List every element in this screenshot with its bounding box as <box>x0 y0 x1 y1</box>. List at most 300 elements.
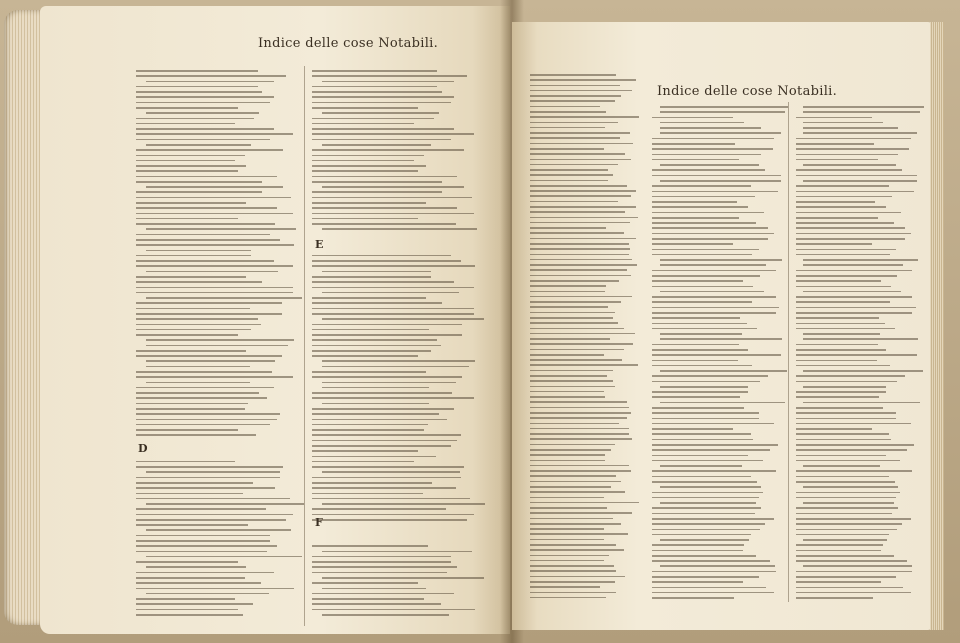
index-text-line <box>652 518 774 520</box>
index-text-line <box>530 169 608 171</box>
index-text-line <box>136 197 291 199</box>
index-text-line <box>796 143 874 145</box>
index-text-line <box>796 470 912 472</box>
index-text-line <box>652 391 748 393</box>
index-text-line <box>312 86 437 88</box>
index-text-line <box>652 597 734 599</box>
index-text-line <box>796 196 892 198</box>
index-text-line <box>530 512 632 514</box>
index-text-line <box>312 603 441 605</box>
index-text-line <box>312 519 467 521</box>
index-text-line <box>312 102 451 104</box>
index-text-line <box>530 322 618 324</box>
left-page-block-edge <box>4 10 44 625</box>
index-text-line <box>136 318 258 320</box>
index-text-line <box>312 91 442 93</box>
index-text-line <box>530 428 629 430</box>
index-text-line <box>796 544 883 546</box>
index-text-line <box>652 212 764 214</box>
index-text-line <box>652 169 765 171</box>
index-text-line <box>796 518 911 520</box>
index-text-line <box>796 222 894 224</box>
index-text-line <box>530 401 627 403</box>
index-text-line <box>136 577 245 579</box>
right-column-divider <box>788 102 789 602</box>
index-text-line <box>146 297 303 299</box>
index-text-line <box>146 228 296 230</box>
index-text-line <box>322 588 426 590</box>
index-text-line <box>136 588 294 590</box>
index-text-line <box>660 259 782 261</box>
index-text-line <box>322 186 464 188</box>
index-text-line <box>136 281 262 283</box>
index-text-line <box>136 133 293 135</box>
index-text-line <box>136 202 246 204</box>
index-text-line <box>136 572 274 574</box>
index-text-line <box>530 159 631 161</box>
index-text-line <box>312 419 447 421</box>
index-text-line <box>322 503 485 505</box>
index-text-line <box>652 280 743 282</box>
index-text-line <box>312 128 454 130</box>
index-text-line <box>136 540 270 542</box>
left-page <box>40 6 510 634</box>
index-text-line <box>312 461 414 463</box>
index-text-line <box>312 345 441 347</box>
index-text-line <box>796 296 912 298</box>
index-text-line <box>530 95 621 97</box>
index-text-line <box>530 565 614 567</box>
index-text-line <box>796 307 916 309</box>
index-text-line <box>796 396 879 398</box>
index-text-line <box>530 185 627 187</box>
index-text-line <box>660 465 742 467</box>
index-text-line <box>660 111 785 113</box>
index-text-line <box>146 382 250 384</box>
index-text-line <box>530 153 625 155</box>
index-text-line <box>530 386 615 388</box>
index-text-line <box>312 466 464 468</box>
index-text-line <box>136 302 282 304</box>
index-text-line <box>146 593 269 595</box>
index-text-line <box>136 424 270 426</box>
index-text-line <box>530 502 639 504</box>
index-text-line <box>530 533 628 535</box>
index-text-line <box>660 402 785 404</box>
index-text-line <box>652 433 751 435</box>
index-text-line <box>312 609 475 611</box>
index-text-line <box>530 380 613 382</box>
index-text-line <box>796 587 903 589</box>
index-text-line <box>652 381 760 383</box>
index-text-line <box>652 301 752 303</box>
index-text-line <box>652 587 766 589</box>
index-text-line <box>796 476 889 478</box>
index-text-line <box>530 354 604 356</box>
index-text-line <box>652 201 737 203</box>
left-page-heading: Indice delle cose Notabili. <box>258 36 439 51</box>
index-text-line <box>530 248 630 250</box>
index-text-line <box>796 449 907 451</box>
index-text-line <box>322 471 461 473</box>
index-text-line <box>136 519 286 521</box>
index-text-line <box>796 286 891 288</box>
index-text-line <box>796 412 896 414</box>
index-text-line <box>322 366 469 368</box>
index-text-line <box>146 186 284 188</box>
index-text-line <box>796 254 890 256</box>
index-text-line <box>530 143 633 145</box>
index-text-line <box>312 424 428 426</box>
index-text-line <box>136 350 246 352</box>
index-text-line <box>652 159 739 161</box>
index-text-line <box>136 165 246 167</box>
index-text-line <box>136 75 286 77</box>
index-text-line <box>136 535 270 537</box>
index-text-line <box>803 565 912 567</box>
index-text-line <box>530 79 636 81</box>
index-text-line <box>660 486 761 488</box>
index-text-line <box>796 354 917 356</box>
index-text-line <box>530 85 620 87</box>
index-text-line <box>136 419 277 421</box>
index-text-line <box>530 328 624 330</box>
index-text-line <box>136 91 262 93</box>
index-text-line <box>660 264 767 266</box>
index-text-line <box>312 107 418 109</box>
index-text-line <box>652 444 778 446</box>
index-text-line <box>530 338 610 340</box>
index-text-line <box>803 132 916 134</box>
index-text-line <box>136 582 261 584</box>
section-letter-f: F <box>315 516 323 529</box>
index-text-line <box>312 482 432 484</box>
index-text-line <box>796 597 873 599</box>
index-text-line <box>652 307 779 309</box>
index-text-line <box>796 249 896 251</box>
index-text-line <box>652 481 757 483</box>
index-text-line <box>652 449 770 451</box>
index-text-line <box>530 581 615 583</box>
index-text-line <box>530 174 613 176</box>
index-text-line <box>530 438 632 440</box>
index-text-line <box>146 360 276 362</box>
index-text-line <box>660 122 745 124</box>
index-text-line <box>530 555 609 557</box>
index-text-line <box>312 281 454 283</box>
index-text-line <box>136 313 282 315</box>
index-text-line <box>530 291 605 293</box>
index-text-line <box>530 444 615 446</box>
index-text-line <box>652 328 757 330</box>
index-text-line <box>136 514 293 516</box>
index-text-line <box>312 434 461 436</box>
index-text-line <box>136 181 262 183</box>
index-text-line <box>530 280 619 282</box>
index-text-line <box>312 155 424 157</box>
index-text-line <box>322 360 475 362</box>
index-text-line <box>796 217 878 219</box>
index-text-line <box>660 539 750 541</box>
index-text-line <box>796 497 896 499</box>
index-text-line <box>136 308 250 310</box>
section-letter-d: D <box>138 442 148 455</box>
index-text-line <box>312 96 454 98</box>
index-text-line <box>530 375 607 377</box>
index-text-line <box>136 149 283 151</box>
index-text-line <box>322 318 484 320</box>
index-text-line <box>652 576 759 578</box>
index-text-line <box>136 244 294 246</box>
index-text-line <box>312 133 474 135</box>
index-text-line <box>312 445 451 447</box>
index-text-line <box>652 507 761 509</box>
index-text-line <box>652 439 753 441</box>
index-text-line <box>146 529 292 531</box>
right-page-heading: Indice delle cose Notabili. <box>657 84 838 99</box>
index-text-line <box>652 544 744 546</box>
index-text-line <box>652 529 760 531</box>
index-text-line <box>652 571 776 573</box>
index-text-line <box>136 508 266 510</box>
index-text-line <box>652 143 735 145</box>
index-text-line <box>530 222 630 224</box>
index-text-line <box>796 349 886 351</box>
index-text-line <box>652 354 781 356</box>
index-text-line <box>312 170 418 172</box>
index-text-line <box>796 507 898 509</box>
index-text-line <box>652 455 748 457</box>
index-text-line <box>312 202 426 204</box>
index-text-line <box>312 213 474 215</box>
index-text-line <box>136 413 280 415</box>
index-text-line <box>796 592 911 594</box>
index-text-line <box>796 444 914 446</box>
index-text-line <box>796 381 897 383</box>
left-column-divider <box>304 66 305 626</box>
index-text-line <box>136 218 238 220</box>
index-text-line <box>312 118 434 120</box>
index-text-line <box>530 301 621 303</box>
index-text-line <box>312 197 472 199</box>
index-text-line <box>136 292 293 294</box>
index-text-line <box>530 269 627 271</box>
index-text-line <box>796 375 905 377</box>
index-text-line <box>660 291 764 293</box>
index-text-line <box>652 360 738 362</box>
index-text-line <box>660 565 776 567</box>
index-text-line <box>796 148 909 150</box>
index-text-line <box>530 417 627 419</box>
index-text-line <box>803 338 918 340</box>
index-text-line <box>530 148 604 150</box>
index-text-line <box>136 223 275 225</box>
left-column-1 <box>136 70 296 619</box>
index-text-line <box>530 412 631 414</box>
index-text-line <box>312 456 436 458</box>
index-text-line <box>312 593 454 595</box>
index-text-line <box>530 333 635 335</box>
index-text-line <box>652 185 751 187</box>
index-text-line <box>312 297 426 299</box>
index-text-line <box>530 238 636 240</box>
index-text-line <box>312 440 457 442</box>
index-text-line <box>803 122 882 124</box>
index-text-line <box>312 339 437 341</box>
index-text-line <box>322 271 431 273</box>
index-text-line <box>136 392 259 394</box>
index-text-line <box>312 191 442 193</box>
index-text-line <box>136 355 282 357</box>
index-text-line <box>312 493 423 495</box>
index-text-line <box>796 275 897 277</box>
index-text-line <box>796 301 890 303</box>
index-text-line <box>652 191 778 193</box>
index-text-line <box>652 513 755 515</box>
index-text-line <box>312 376 462 378</box>
index-text-line <box>312 355 418 357</box>
index-text-line <box>136 387 274 389</box>
right-column-1 <box>530 74 640 602</box>
index-text-line <box>530 391 604 393</box>
index-text-line <box>530 74 616 76</box>
index-text-line <box>530 127 605 129</box>
index-text-line <box>796 455 886 457</box>
index-text-line <box>136 487 275 489</box>
index-text-line <box>530 106 600 108</box>
index-text-line <box>136 371 272 373</box>
index-text-line <box>803 164 896 166</box>
index-text-line <box>312 397 474 399</box>
index-text-line <box>136 128 274 130</box>
index-text-line <box>796 175 917 177</box>
index-text-line <box>322 387 429 389</box>
index-text-line <box>136 155 245 157</box>
index-text-line <box>652 117 733 119</box>
index-text-line <box>652 317 740 319</box>
index-text-line <box>146 345 288 347</box>
index-text-line <box>530 507 607 509</box>
index-text-line <box>312 350 431 352</box>
index-text-line <box>530 312 615 314</box>
left-column-2 <box>312 70 477 619</box>
index-text-line <box>652 154 761 156</box>
index-text-line <box>803 106 924 108</box>
index-text-line <box>530 475 616 477</box>
index-text-line <box>146 566 247 568</box>
index-text-line <box>796 227 905 229</box>
index-text-line <box>652 349 748 351</box>
index-text-line <box>796 523 902 525</box>
index-text-line <box>803 259 918 261</box>
index-text-line <box>530 491 625 493</box>
index-text-line <box>530 523 621 525</box>
index-text-line <box>796 185 889 187</box>
index-text-line <box>796 365 890 367</box>
index-text-line <box>136 609 238 611</box>
index-text-line <box>136 287 293 289</box>
index-text-line <box>652 217 739 219</box>
index-text-line <box>530 264 637 266</box>
index-text-line <box>796 312 912 314</box>
index-text-line <box>530 454 605 456</box>
index-text-line <box>652 138 774 140</box>
index-text-line <box>652 492 763 494</box>
index-text-line <box>660 164 759 166</box>
right-page <box>512 22 932 630</box>
index-text-line <box>796 344 878 346</box>
index-text-line <box>530 370 613 372</box>
index-text-line <box>652 418 759 420</box>
index-text-line <box>136 207 277 209</box>
index-text-line <box>312 561 451 563</box>
index-text-line <box>803 539 887 541</box>
index-text-line <box>136 123 235 125</box>
index-text-line <box>660 370 787 372</box>
index-text-line <box>146 250 252 252</box>
index-text-line <box>660 106 789 108</box>
index-text-line <box>652 286 753 288</box>
index-text-line <box>530 254 629 256</box>
index-text-line <box>530 285 606 287</box>
index-text-line <box>652 555 756 557</box>
index-text-line <box>136 176 277 178</box>
index-text-line <box>312 572 447 574</box>
index-text-line <box>530 549 624 551</box>
index-text-line <box>652 560 770 562</box>
index-text-line <box>796 191 914 193</box>
index-text-line <box>530 539 604 541</box>
index-text-line <box>136 139 270 141</box>
index-text-line <box>796 428 872 430</box>
index-text-line <box>652 148 773 150</box>
index-text-line <box>322 81 454 83</box>
index-text-line <box>530 576 625 578</box>
index-text-line <box>660 338 782 340</box>
index-text-line <box>530 486 611 488</box>
index-text-line <box>312 139 451 141</box>
index-text-line <box>652 270 776 272</box>
index-text-line <box>136 403 248 405</box>
index-text-line <box>652 233 774 235</box>
index-text-line <box>796 323 885 325</box>
index-text-line <box>136 482 253 484</box>
index-text-line <box>796 423 911 425</box>
index-text-line <box>652 476 751 478</box>
index-text-line <box>312 429 424 431</box>
index-text-line <box>530 275 631 277</box>
index-text-line <box>312 176 457 178</box>
index-text-line <box>796 391 886 393</box>
index-text-line <box>530 206 636 208</box>
index-text-line <box>312 313 474 315</box>
index-text-line <box>652 196 755 198</box>
index-text-line <box>803 502 893 504</box>
index-text-line <box>530 396 605 398</box>
index-text-line <box>312 392 452 394</box>
index-text-line <box>530 364 638 366</box>
index-text-line <box>136 160 235 162</box>
index-text-line <box>796 238 905 240</box>
index-text-line <box>322 577 484 579</box>
index-text-line <box>136 603 253 605</box>
index-text-line <box>652 497 759 499</box>
right-column-2 <box>652 106 782 602</box>
index-text-line <box>322 228 477 230</box>
index-text-line <box>652 375 768 377</box>
index-text-line <box>530 317 613 319</box>
index-text-line <box>136 234 270 236</box>
